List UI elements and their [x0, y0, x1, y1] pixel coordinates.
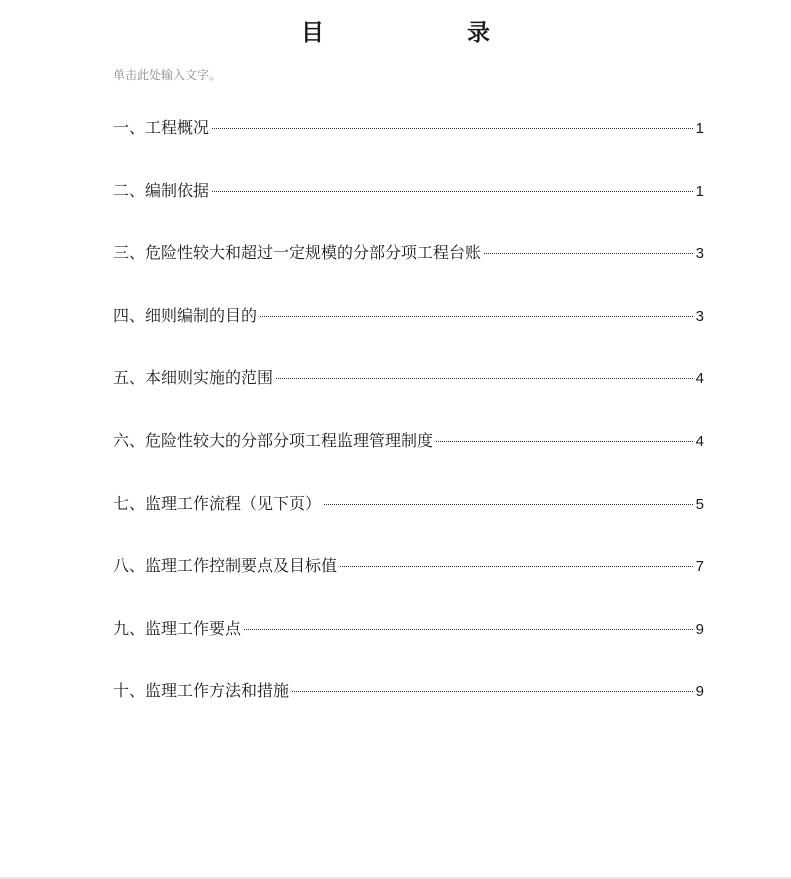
toc-entry[interactable] — [113, 423, 704, 486]
toc-leader-dots — [436, 441, 693, 442]
toc-entry[interactable] — [113, 673, 704, 736]
toc-entry[interactable] — [113, 548, 704, 611]
toc-page-number: 7 — [695, 558, 704, 576]
toc-leader-dots — [292, 691, 693, 692]
toc-entry-label: 七、监理工作流程（见下页） — [113, 493, 322, 513]
toc-page-number: 3 — [695, 245, 704, 263]
toc-page-number: 3 — [695, 307, 704, 325]
toc-page-number: 5 — [695, 495, 704, 513]
toc-entry-label: 二、编制依据 — [113, 180, 210, 200]
toc-entry-label: 一、工程概况 — [113, 118, 210, 137]
toc-leader-dots — [276, 378, 693, 379]
toc-leader-dots — [260, 316, 693, 317]
toc-page-number: 4 — [695, 432, 704, 450]
toc-page-number: 9 — [695, 683, 704, 701]
table-of-contents — [113, 110, 704, 736]
toc-page-number: 1 — [695, 120, 704, 137]
toc-entry-label: 五、本细则实施的范围 — [113, 368, 274, 388]
toc-leader-dots — [340, 566, 693, 567]
toc-leader-dots — [212, 128, 693, 129]
toc-entry[interactable] — [113, 298, 704, 361]
toc-entry-label: 四、细则编制的目的 — [113, 305, 258, 325]
toc-entry[interactable] — [113, 235, 704, 298]
toc-entry-label: 九、监理工作要点 — [113, 618, 242, 638]
toc-entry[interactable] — [113, 360, 704, 423]
toc-entry[interactable] — [113, 110, 704, 173]
page-title: 目 录 — [301, 20, 550, 46]
toc-entry[interactable] — [113, 173, 704, 236]
toc-page-number: 4 — [695, 370, 704, 388]
toc-entry[interactable] — [113, 486, 704, 549]
text-placeholder[interactable]: 单击此处输入文字。 — [113, 68, 222, 82]
toc-leader-dots — [212, 191, 693, 192]
toc-page-number: 9 — [695, 620, 704, 638]
toc-entry-label: 十、监理工作方法和措施 — [113, 681, 290, 701]
toc-entry-label: 八、监理工作控制要点及目标值 — [113, 556, 338, 576]
toc-entry-label: 三、危险性较大和超过一定规模的分部分项工程台账 — [113, 243, 482, 263]
toc-entry[interactable] — [113, 611, 704, 674]
toc-leader-dots — [244, 629, 693, 630]
toc-entry-label: 六、危险性较大的分部分项工程监理管理制度 — [113, 430, 434, 450]
toc-leader-dots — [484, 253, 693, 254]
toc-page-number: 1 — [695, 182, 704, 200]
toc-leader-dots — [324, 504, 693, 505]
